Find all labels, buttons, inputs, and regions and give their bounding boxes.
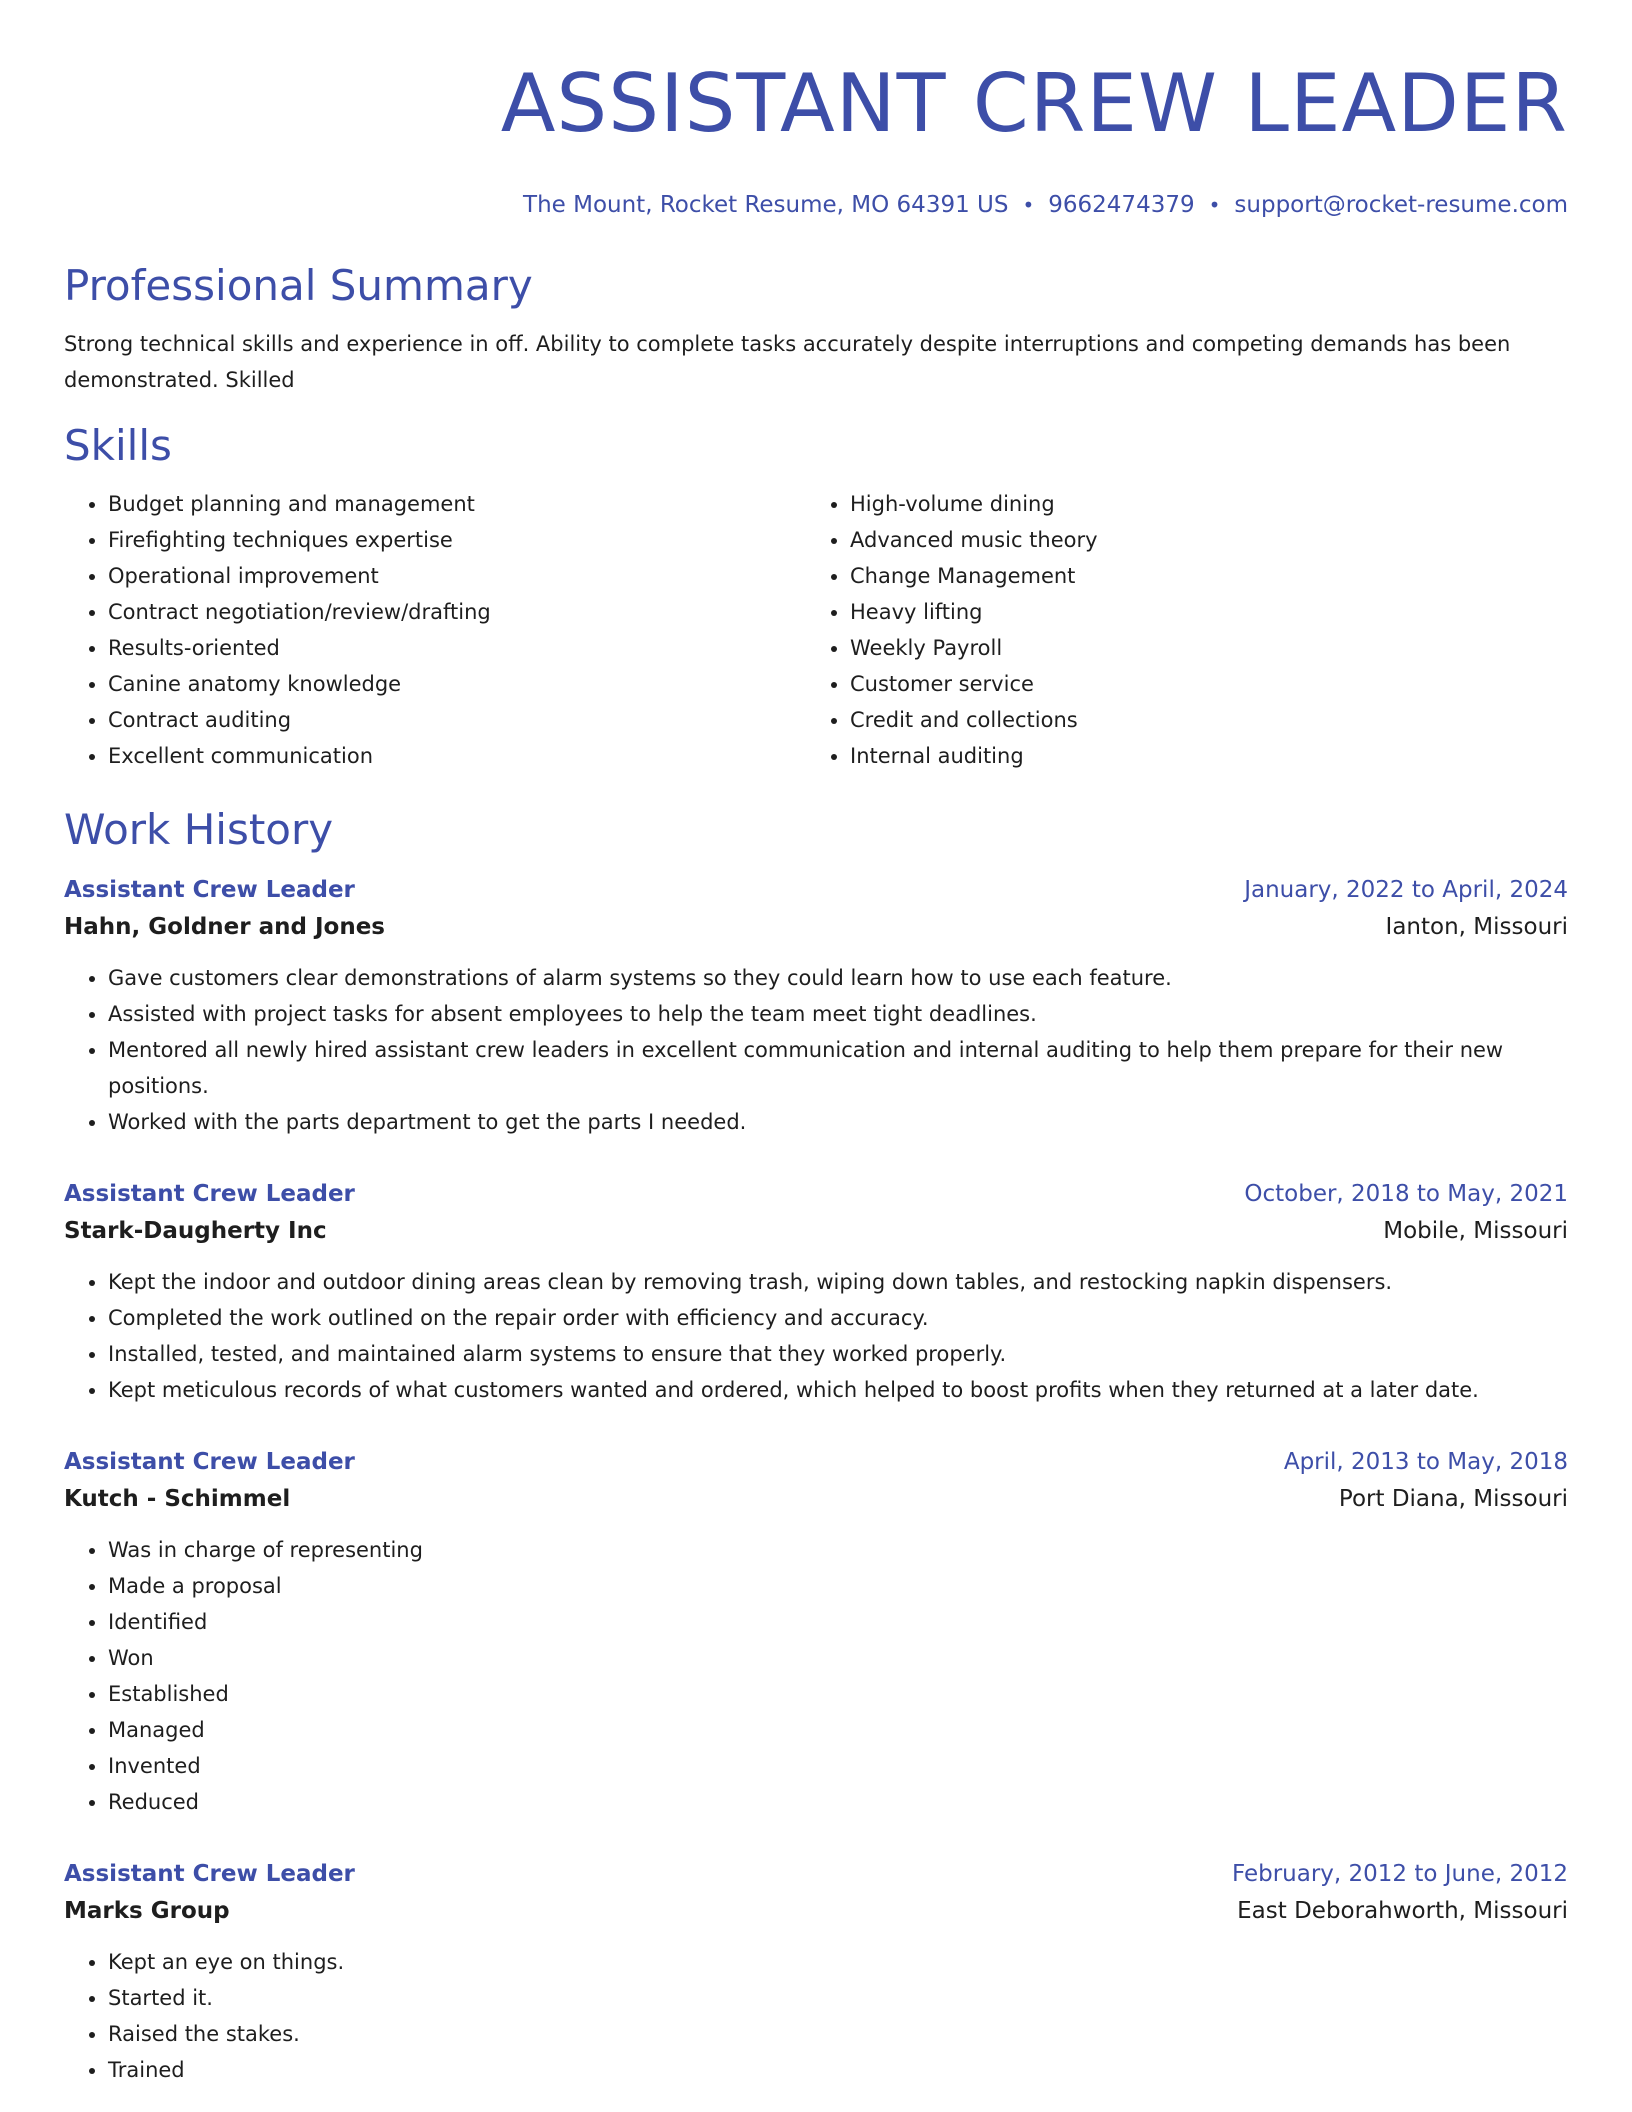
job-title: Assistant Crew Leader [64,1181,355,1207]
job-bullet: • Started it. [108,1980,1528,2016]
job-company: Stark-Daugherty Inc [64,1218,327,1244]
phone-text: 9662474379 [1048,192,1195,218]
job-header-row [64,872,1568,908]
contact-separator: • [1022,193,1035,217]
job-bullet: • Gave customers clear demonstrations of alarm systems so they could learn how to use each feature. [108,960,1528,996]
job-bullets [64,1944,1568,2088]
job-bullet: • Was in charge of representing [108,1532,1528,1568]
contact-separator: • [1208,193,1221,217]
job-header-row [64,1176,1568,1212]
skill-item: • Credit and collections [850,702,1548,738]
skills-column-right [806,486,1548,774]
job-location: Mobile, Missouri [1383,1218,1568,1244]
job-bullet: • Managed [108,1712,1528,1748]
job-company: Hahn, Goldner and Jones [64,914,386,940]
job-entry [64,1856,1568,2088]
email-link[interactable]: support@rocket-resume.com [1234,192,1568,218]
job-dates: January, 2022 to April, 2024 [1244,877,1568,903]
job-employer-row [64,1480,1568,1518]
job-bullet: • Raised the stakes. [108,2016,1528,2052]
skill-item: • Canine anatomy knowledge [108,666,806,702]
skill-item: • Results-oriented [108,630,806,666]
skill-item: • Contract auditing [108,702,806,738]
job-bullet: • Installed, tested, and maintained alarm systems to ensure that they worked properly. [108,1336,1528,1372]
job-entry [64,872,1568,1140]
job-dates: February, 2012 to June, 2012 [1231,1861,1568,1887]
job-entry [64,1444,1568,1820]
contact-line [64,190,1568,220]
job-dates: April, 2013 to May, 2018 [1283,1449,1568,1475]
job-bullet: • Assisted with project tasks for absent employees to help the team meet tight deadlines. [108,996,1528,1032]
job-employer-row [64,908,1568,946]
job-bullet: • Kept meticulous records of what customers wanted and ordered, which helped to boost profits when they returned at a later date. [108,1372,1528,1408]
skills-heading: Skills [64,421,172,470]
job-location: Ianton, Missouri [1385,914,1568,940]
skill-item: • Advanced music theory [850,522,1548,558]
job-dates: October, 2018 to May, 2021 [1244,1181,1568,1207]
job-location: East Deborahworth, Missouri [1237,1898,1568,1924]
job-bullets [64,960,1568,1140]
job-bullet: • Kept the indoor and outdoor dining areas clean by removing trash, wiping down tables, and restocking napkin dispensers. [108,1264,1528,1300]
job-employer-row [64,1212,1568,1250]
job-bullet: • Made a proposal [108,1568,1528,1604]
job-header-row [64,1444,1568,1480]
skill-item: • Weekly Payroll [850,630,1548,666]
job-bullets [64,1532,1568,1820]
job-bullet: • Won [108,1640,1528,1676]
job-bullet: • Identified [108,1604,1528,1640]
skill-item: • Excellent communication [108,738,806,774]
skills-column-left [64,486,806,774]
resume-name: ASSISTANT CREW LEADER [500,57,1568,150]
skill-item: • Firefighting techniques expertise [108,522,806,558]
summary-heading: Professional Summary [64,261,533,310]
job-company: Kutch - Schimmel [64,1486,291,1512]
job-entry [64,1176,1568,1408]
work-history-heading: Work History [64,805,334,854]
job-bullet: • Invented [108,1748,1528,1784]
job-employer-row [64,1892,1568,1930]
job-bullet: • Mentored all newly hired assistant crew leaders in excellent communication and internal auditing to help them prepare for their new positions. [108,1032,1528,1104]
skill-item: • Budget planning and management [108,486,806,522]
job-title: Assistant Crew Leader [64,1861,355,1887]
skills-list [64,486,1568,774]
address-text: The Mount, Rocket Resume, MO 64391 US [523,192,1009,218]
job-title: Assistant Crew Leader [64,877,355,903]
job-bullets [64,1264,1568,1408]
job-company: Marks Group [64,1898,230,1924]
job-bullet: • Established [108,1676,1528,1712]
job-bullet: • Trained [108,2052,1528,2088]
job-location: Port Diana, Missouri [1338,1486,1568,1512]
skill-item: • Internal auditing [850,738,1548,774]
skill-item: • High-volume dining [850,486,1548,522]
job-title: Assistant Crew Leader [64,1449,355,1475]
skill-item: • Heavy lifting [850,594,1548,630]
job-bullet: • Worked with the parts department to get the parts I needed. [108,1104,1528,1140]
job-bullet: • Completed the work outlined on the repair order with efficiency and accuracy. [108,1300,1528,1336]
summary-text: Strong technical skills and experience in off. Ability to complete tasks accurately despite interruptions and competing demands has been demonstrated. Skilled [64,332,1511,392]
skill-item: • Customer service [850,666,1548,702]
skill-item: • Change Management [850,558,1548,594]
skill-item: • Contract negotiation/review/drafting [108,594,806,630]
skill-item: • Operational improvement [108,558,806,594]
job-bullet: • Kept an eye on things. [108,1944,1528,1980]
job-header-row [64,1856,1568,1892]
job-bullet: • Reduced [108,1784,1528,1820]
